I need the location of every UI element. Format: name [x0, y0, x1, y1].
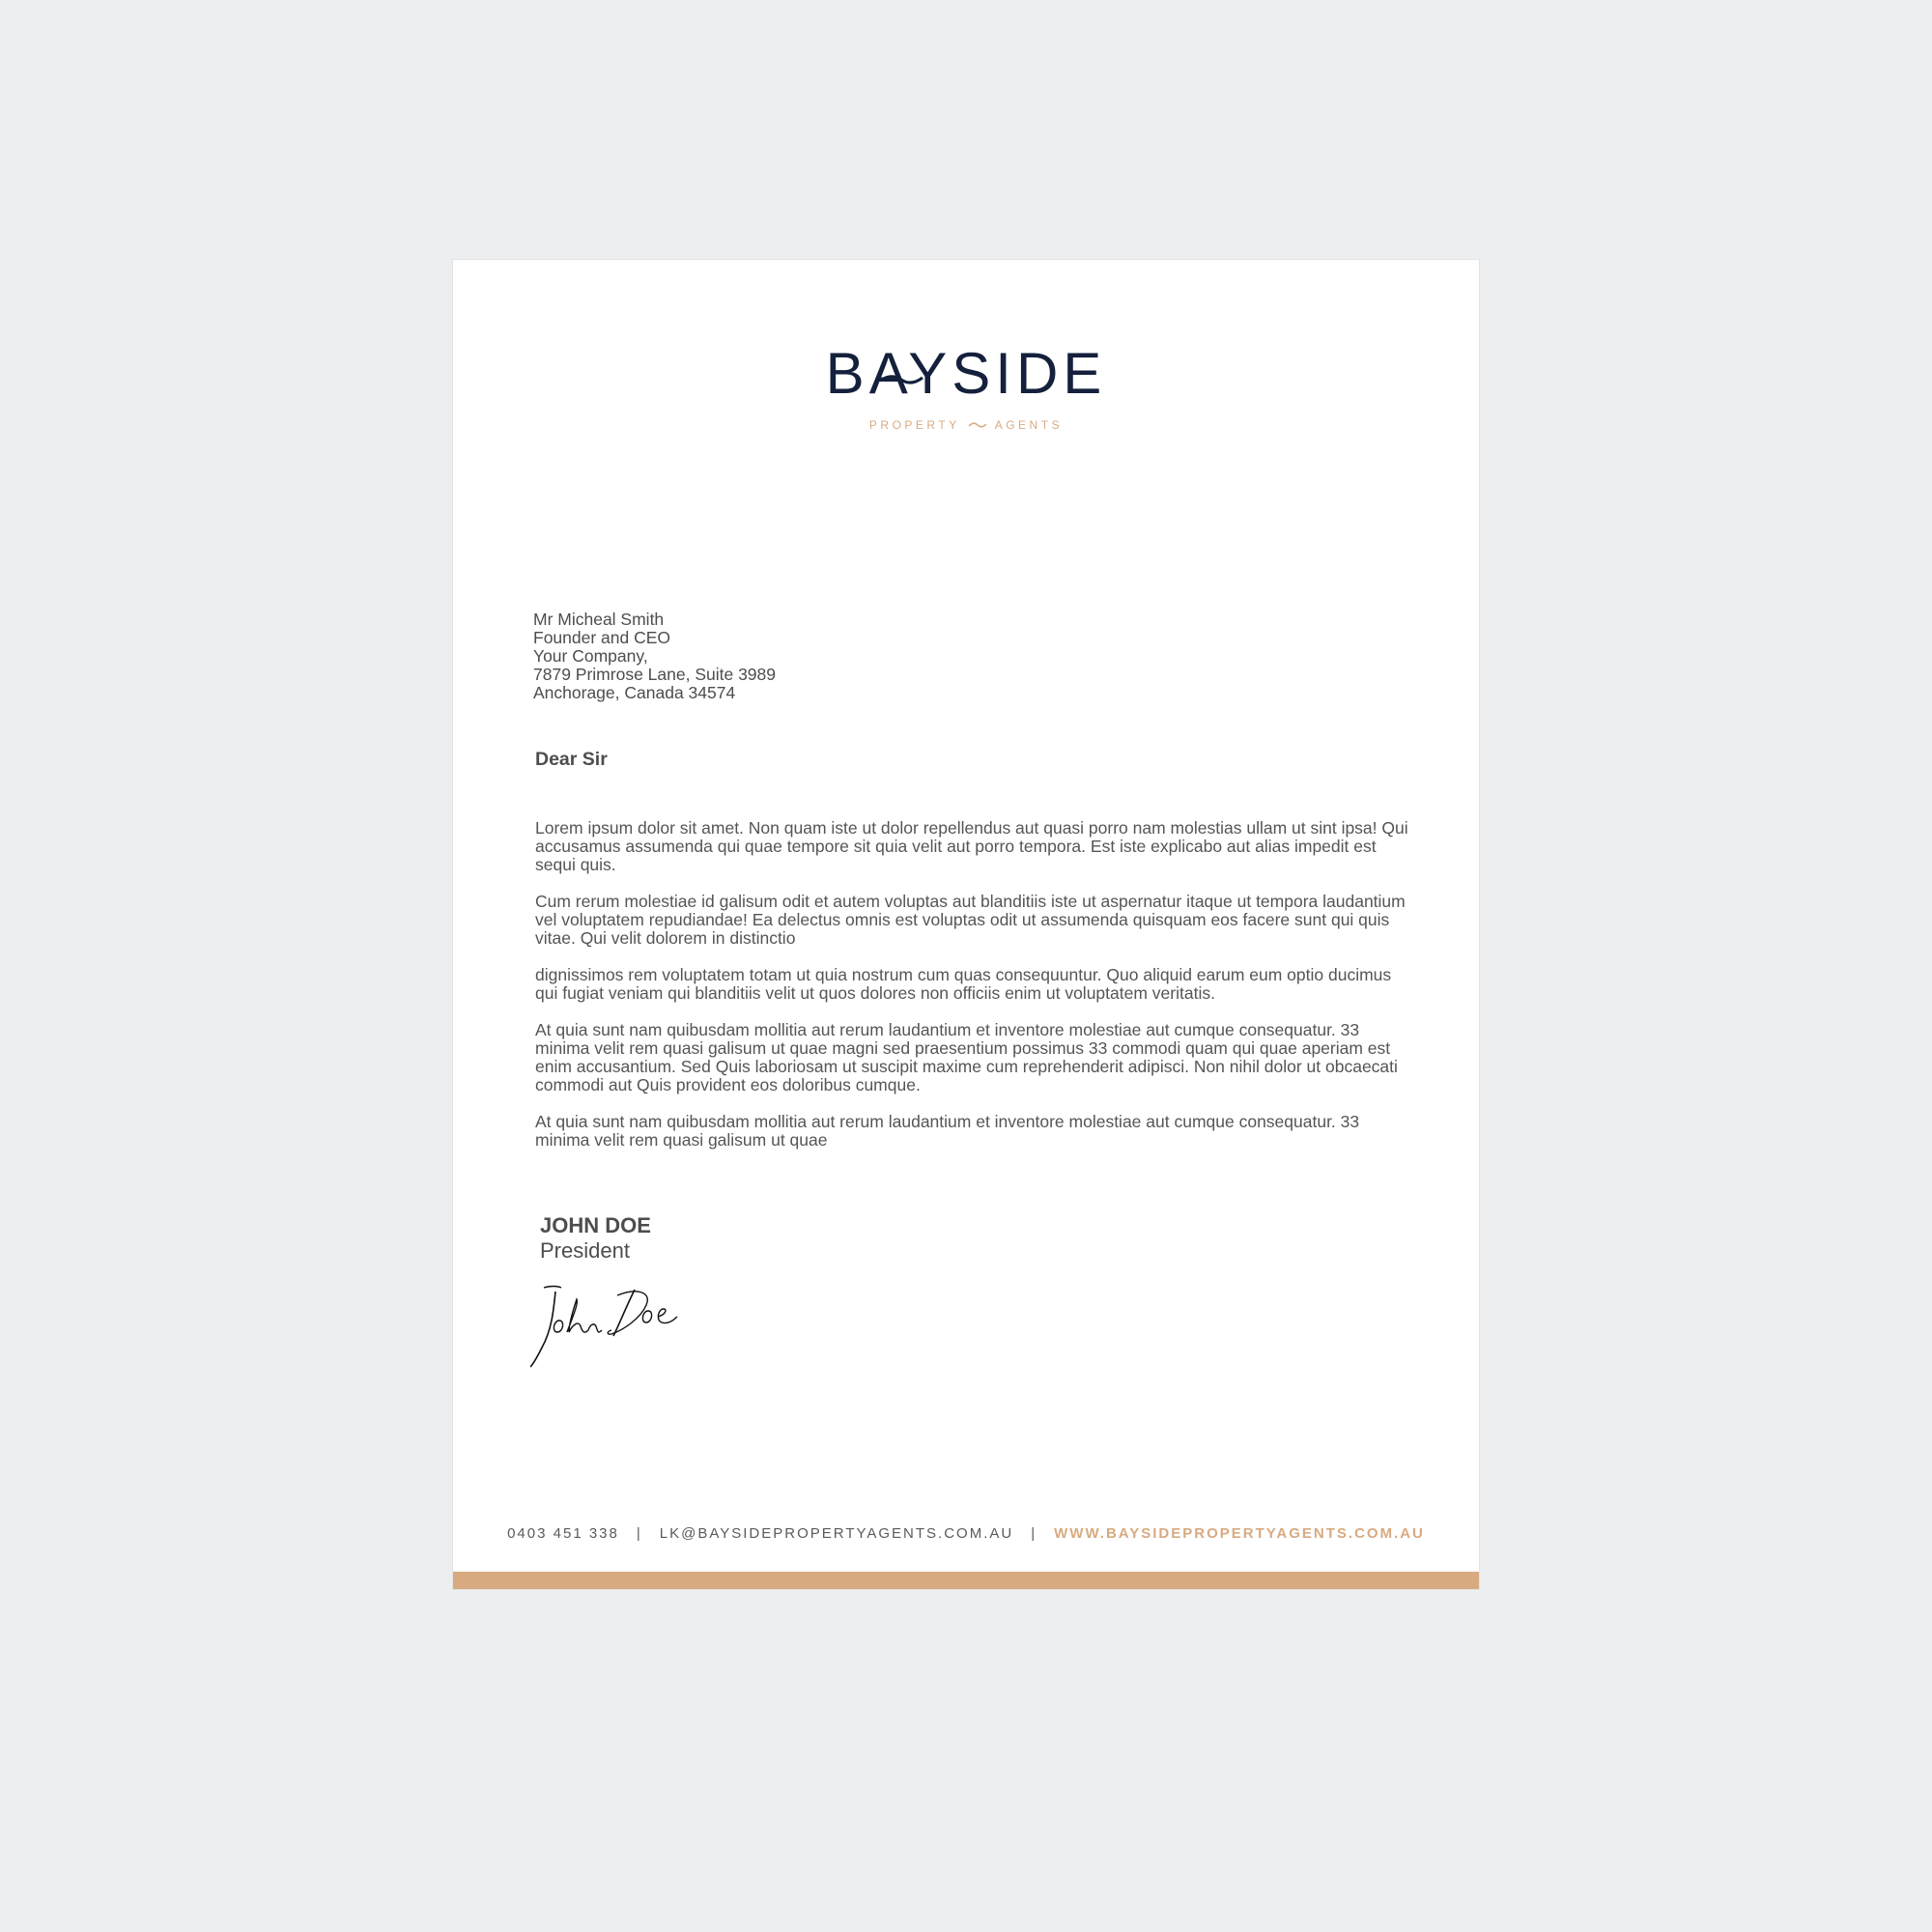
logo-tagline: [453, 418, 1479, 432]
recipient-city: Anchorage, Canada 34574: [533, 683, 736, 702]
logo-word-text: BAYSIDE: [825, 341, 1107, 406]
body-paragraph: At quia sunt nam quibusdam mollitia aut rerum laudantium et inventore molestiae aut cumque consequatur. 33 minima velit rem quasi galisum ut quae: [535, 1112, 1360, 1150]
body-paragraph: Lorem ipsum dolor sit amet. Non quam iste ut dolor repellendus aut quasi porro nam molestias ullam ut sint ipsa! Qui accusamus assumenda qui quae tempore sit quia velit aut porro tempora. Est iste explicabo aut alias impedit est sequi quis.: [535, 818, 1408, 874]
footer-phone: 0403 451 338: [507, 1525, 619, 1542]
letterhead-page: [452, 259, 1480, 1590]
wave-icon: [968, 421, 987, 429]
recipient-street: 7879 Primrose Lane, Suite 3989: [533, 665, 776, 684]
signer-title: President: [540, 1238, 630, 1263]
handwritten-signature: [530, 1282, 695, 1369]
body-paragraph: At quia sunt nam quibusdam mollitia aut rerum laudantium et inventore molestiae aut cumque consequatur. 33 minima velit rem quasi galisum ut quae magni sed praesentium possimus 33 commodi quam qui quae aperiam est enim accusantium. Sed Quis laboriosam ut suscipit maxime cum reprehenderit adipisci. Non nihil dolor ut obcaecati commodi aut Quis provident eos doloribus cumque.: [535, 1020, 1398, 1094]
contact-footer: [453, 1525, 1479, 1542]
salutation: Dear Sir: [535, 749, 608, 770]
signer-name: JOHN DOE: [540, 1213, 651, 1237]
letter-body: [535, 819, 1410, 1168]
footer-accent-bar: [453, 1572, 1479, 1589]
recipient-title: Founder and CEO: [533, 628, 671, 647]
footer-separator: |: [1031, 1525, 1037, 1542]
body-paragraph: dignissimos rem voluptatem totam ut quia nostrum cum quas consequuntur. Quo aliquid earum eum optio ducimus qui fugiat veniam qui blanditiis velit ut quos dolores non officiis enim ut voluptatem veritatis.: [535, 965, 1392, 1003]
recipient-company: Your Company,: [533, 646, 648, 666]
body-paragraph: Cum rerum molestiae id galisum odit et autem voluptas aut blanditiis iste ut aspernatur itaque ut tempora laudantium vel voluptatem repudiandae! Ea delectus omnis est voluptas odit ut assumenda quisquam eos facere sunt qui quis vitae. Qui velit dolorem in distinctio: [535, 892, 1406, 948]
tagline-right: AGENTS: [994, 418, 1064, 432]
footer-separator: |: [636, 1525, 642, 1542]
footer-website: WWW.BAYSIDEPROPERTYAGENTS.COM.AU: [1054, 1525, 1425, 1542]
footer-email: LK@BAYSIDEPROPERTYAGENTS.COM.AU: [659, 1525, 1014, 1542]
tagline-left: PROPERTY: [868, 418, 960, 432]
logo-wordmark: [825, 341, 1107, 406]
company-logo: [453, 341, 1479, 432]
recipient-address: [533, 611, 776, 702]
logo-wave-icon: [878, 375, 924, 384]
recipient-name: Mr Micheal Smith: [533, 610, 665, 629]
